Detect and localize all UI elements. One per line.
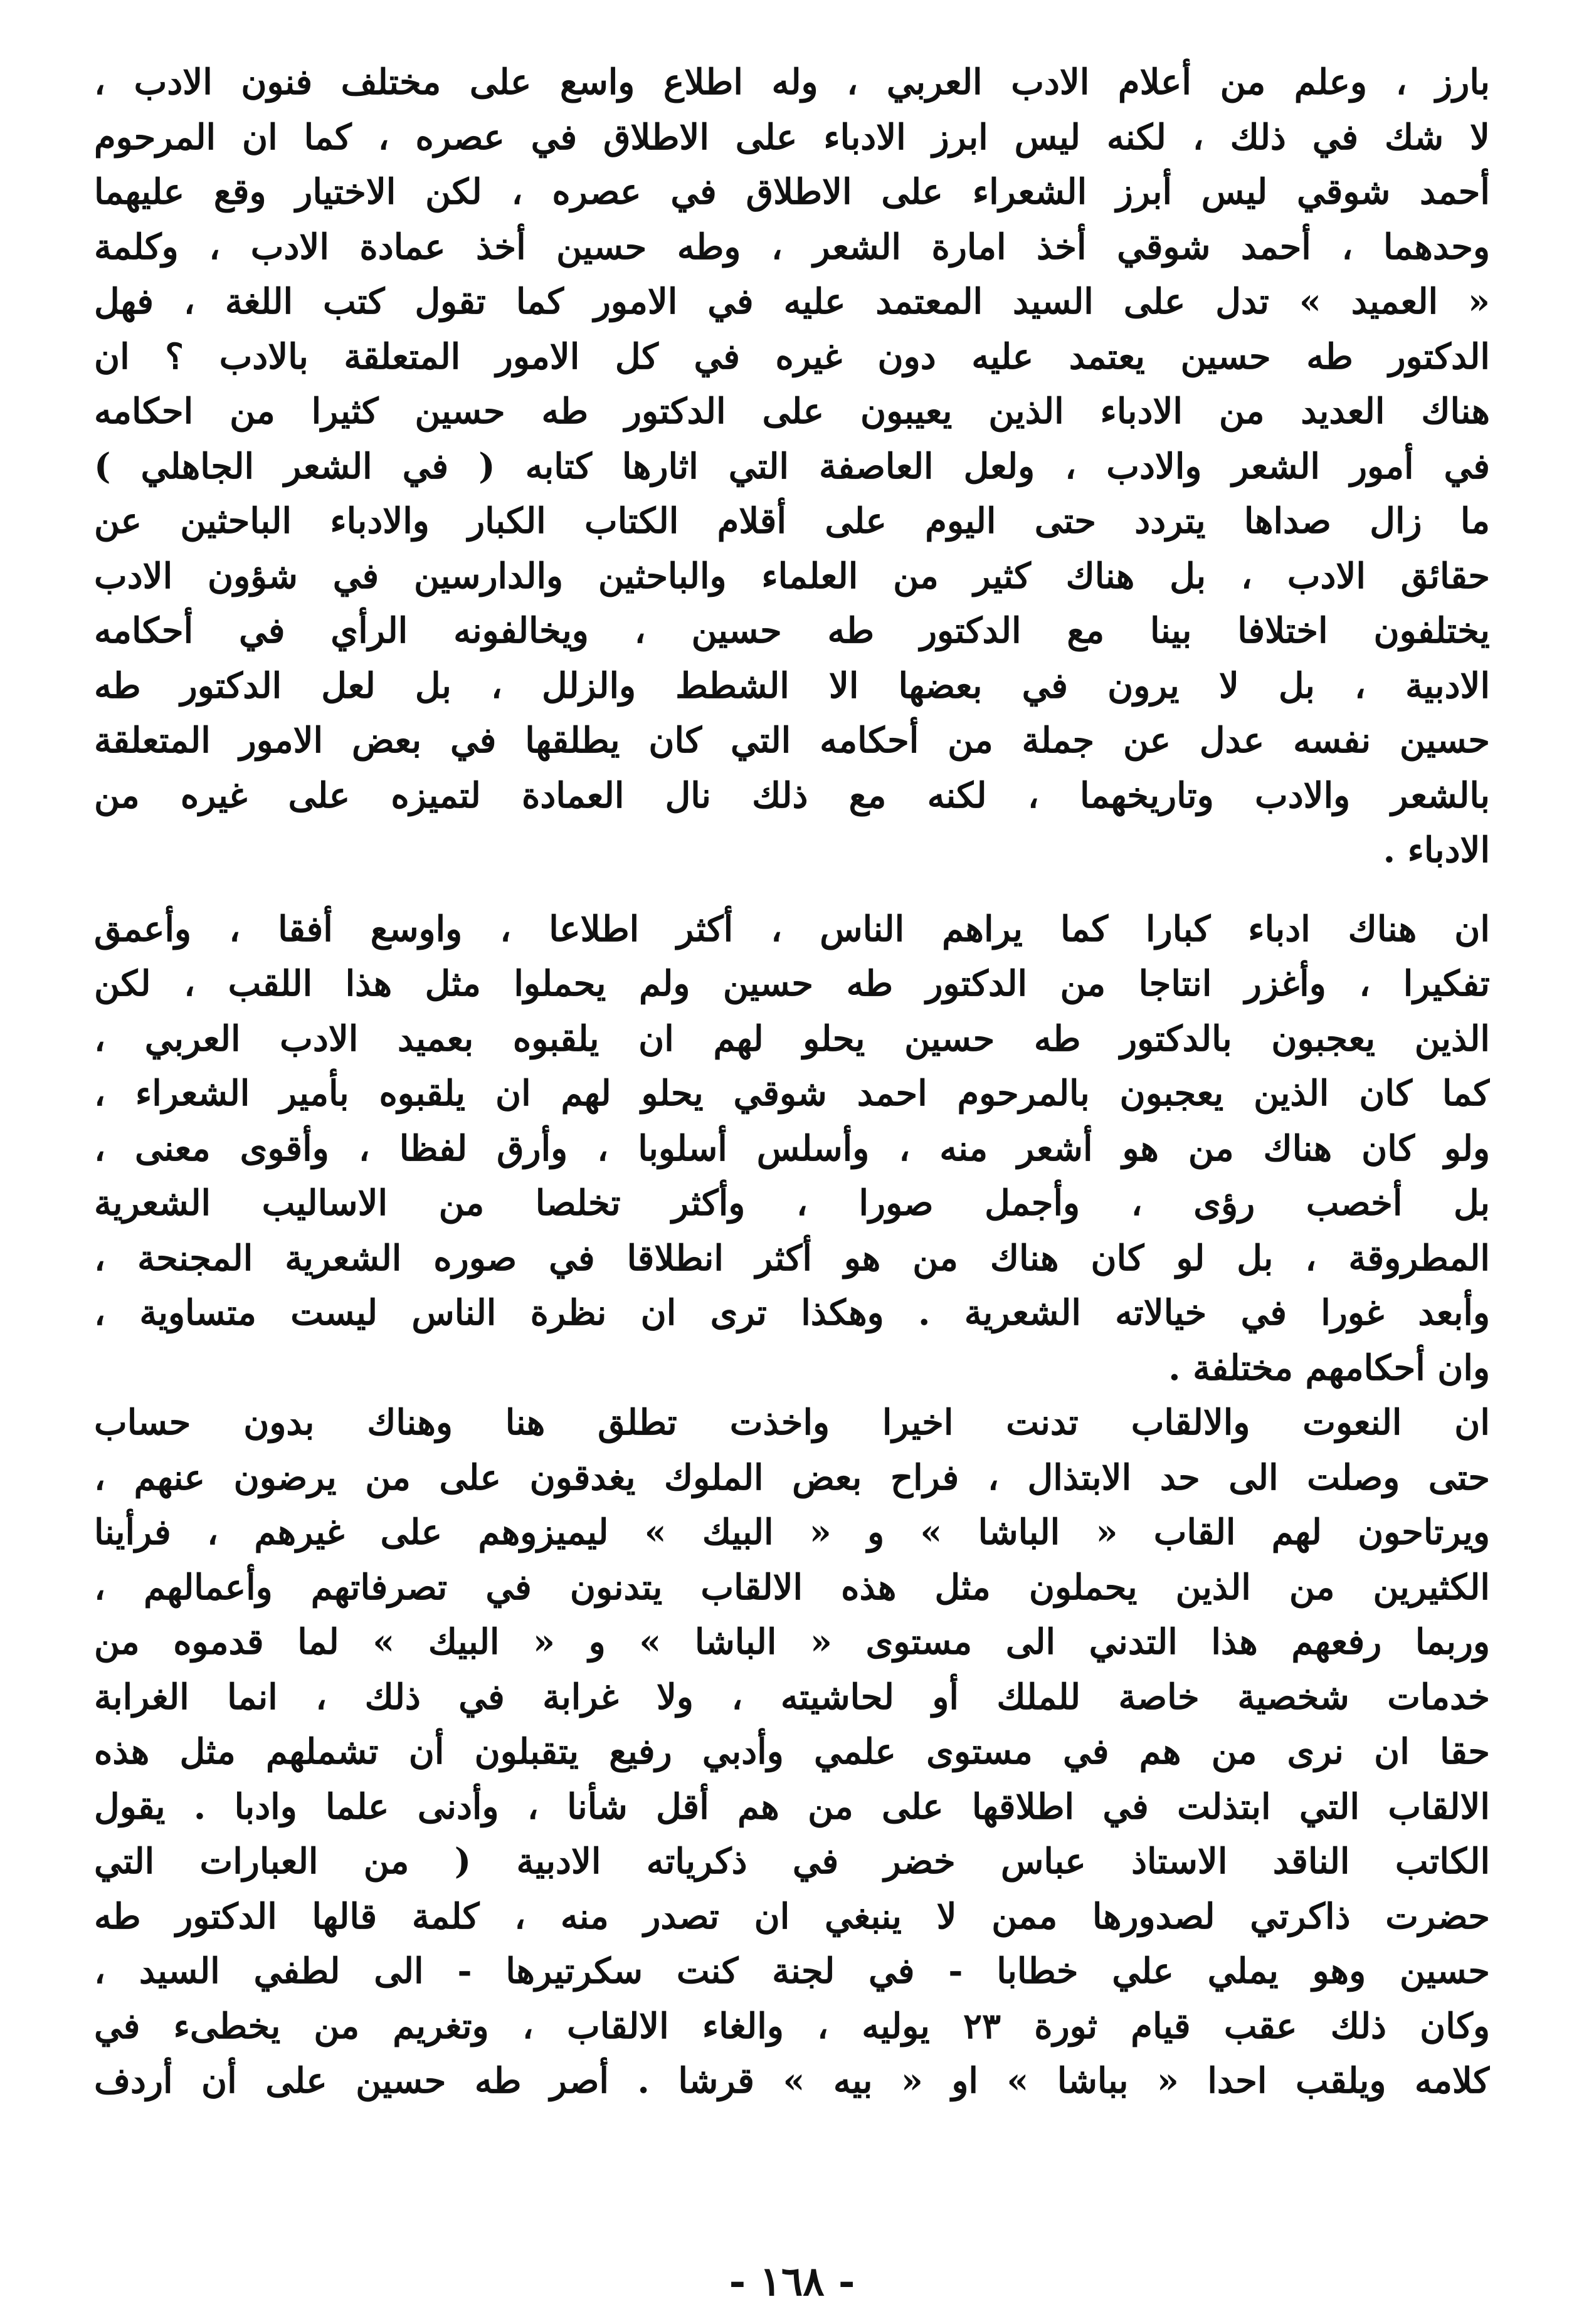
text-line: كما كان الذين يعجبون بالمرحوم احمد شوقي يحلو لهم ان يلقبوه بأمير الشعراء ، — [94, 1073, 1490, 1114]
text-line: بل أخصب رؤى ، وأجمل صورا ، وأكثر تخلصا من الاساليب الشعرية — [94, 1182, 1490, 1224]
text-line: « العميد » تدل على السيد المعتمد عليه في الامور كما تقول كتب اللغة ، فهل — [94, 281, 1490, 322]
text-line: الادباء . — [1383, 829, 1490, 871]
paragraph-1 — [94, 55, 1490, 878]
text-line: ان هناك ادباء كبارا كما يراهم الناس ، أكثر اطلاعا ، واوسع أفقا ، وأعمق — [94, 908, 1490, 950]
text-line: هناك العديد من الادباء الذين يعيبون على الدكتور طه حسين كثيرا من احكامه — [94, 391, 1490, 432]
text-line: الكثيرين من الذين يحملون مثل هذه الالقاب يتدنون في تصرفاتهم وأعمالهم ، — [94, 1566, 1490, 1608]
text-line: وربما رفعهم هذا التدني الى مستوى « الباشا » و « البيك » لما قدموه من — [94, 1621, 1490, 1663]
text-line: الكاتب الناقد الاستاذ عباس خضر في ذكرياته الادبية ( من العبارات التي — [94, 1841, 1490, 1882]
text-line: وأبعد غورا في خيالاته الشعرية . وهكذا ترى ان نظرة الناس ليست متساوية ، — [94, 1292, 1490, 1333]
page-number: - ١٦٨ - — [729, 2258, 855, 2305]
text-line: وان أحكامهم مختلفة . — [1168, 1347, 1490, 1389]
text-line: الادبية ، بل لا يرون في بعضها الا الشطط والزلل ، بل لعل الدكتور طه — [94, 665, 1490, 707]
text-line: يختلفون اختلافا بينا مع الدكتور طه حسين ، ويخالفونه الرأي في أحكامه — [94, 610, 1490, 651]
paragraph-2 — [94, 902, 1490, 1396]
text-line: ما زال صداها يتردد حتى اليوم على أقلام الكتاب الكبار والادباء الباحثين عن — [94, 500, 1490, 542]
text-line: المطروقة ، بل لو كان هناك من هو أكثر انطلاقا في صوره الشعرية المجنحة ، — [94, 1237, 1490, 1279]
text-line: أحمد شوقي ليس أبرز الشعراء على الاطلاق في عصره ، لكن الاختيار وقع عليهما — [94, 171, 1490, 213]
text-line: الذين يعجبون بالدكتور طه حسين يحلو لهم ان يلقبوه بعميد الادب العربي ، — [94, 1017, 1490, 1059]
paragraph-gap — [94, 878, 1490, 902]
text-line: خدمات شخصية خاصة للملك أو لحاشيته ، ولا غرابة في ذلك ، انما الغرابة — [94, 1676, 1490, 1718]
text-line: حسين وهو يملي علي خطابا - في لجنة كنت سكرتيرها - الى لطفي السيد ، — [94, 1950, 1490, 1992]
text-line: تفكيرا ، وأغزر انتاجا من الدكتور طه حسين ولم يحملوا مثل هذا اللقب ، لكن — [94, 963, 1490, 1004]
text-line: حقا ان نرى من هم في مستوى علمي وأدبي رفيع يتقبلون أن تشملهم مثل هذه — [94, 1731, 1490, 1772]
paragraph-3 — [94, 1396, 1490, 2109]
text-line: حقائق الادب ، بل هناك كثير من العلماء والباحثين والدارسين في شؤون الادب — [94, 555, 1490, 597]
page-body-text — [94, 55, 1490, 2109]
text-line: لا شك في ذلك ، لكنه ليس ابرز الادباء على الاطلاق في عصره ، كما ان المرحوم — [94, 116, 1490, 158]
text-line: ان النعوت والالقاب تدنت اخيرا واخذت تطلق هنا وهناك بدون حساب — [94, 1402, 1490, 1443]
text-line: حضرت ذاكرتي لصدورها ممن لا ينبغي ان تصدر منه ، كلمة قالها الدكتور طه — [94, 1895, 1490, 1937]
text-line: بارز ، وعلم من أعلام الادب العربي ، وله اطلاع واسع على مختلف فنون الادب ، — [94, 61, 1490, 103]
text-line: ويرتاحون لهم القاب « الباشا » و « البيك » ليميزوهم على غيرهم ، فرأينا — [94, 1512, 1490, 1553]
text-line: كلامه ويلقب احدا « بباشا » او « بيه » قرشا . أصر طه حسين على أن أردف — [94, 2060, 1490, 2101]
text-line: حتى وصلت الى حد الابتذال ، فراح بعض الملوك يغدقون على من يرضون عنهم ، — [94, 1456, 1490, 1498]
text-line: الدكتور طه حسين يعتمد عليه دون غيره في كل الامور المتعلقة بالادب ؟ ان — [94, 335, 1490, 377]
text-line: بالشعر والادب وتاريخهما ، لكنه مع ذلك نال العمادة لتميزه على غيره من — [94, 774, 1490, 816]
text-line: حسين نفسه عدل عن جملة من أحكامه التي كان يطلقها في بعض الامور المتعلقة — [94, 720, 1490, 761]
text-line: وحدهما ، أحمد شوقي أخذ امارة الشعر ، وطه حسين أخذ عمادة الادب ، وكلمة — [94, 226, 1490, 268]
text-line: ولو كان هناك من هو أشعر منه ، وأسلس أسلوبا ، وأرق لفظا ، وأقوى معنى ، — [94, 1127, 1490, 1169]
text-line: في أمور الشعر والادب ، ولعل العاصفة التي اثارها كتابه ( في الشعر الجاهلي ) — [94, 445, 1490, 487]
text-line: وكان ذلك عقب قيام ثورة ٢٣ يوليه ، والغاء الالقاب ، وتغريم من يخطىء في — [94, 2005, 1490, 2047]
text-line: الالقاب التي ابتذلت في اطلاقها على من هم أقل شأنا ، وأدنى علما وادبا . يقول — [94, 1785, 1490, 1827]
